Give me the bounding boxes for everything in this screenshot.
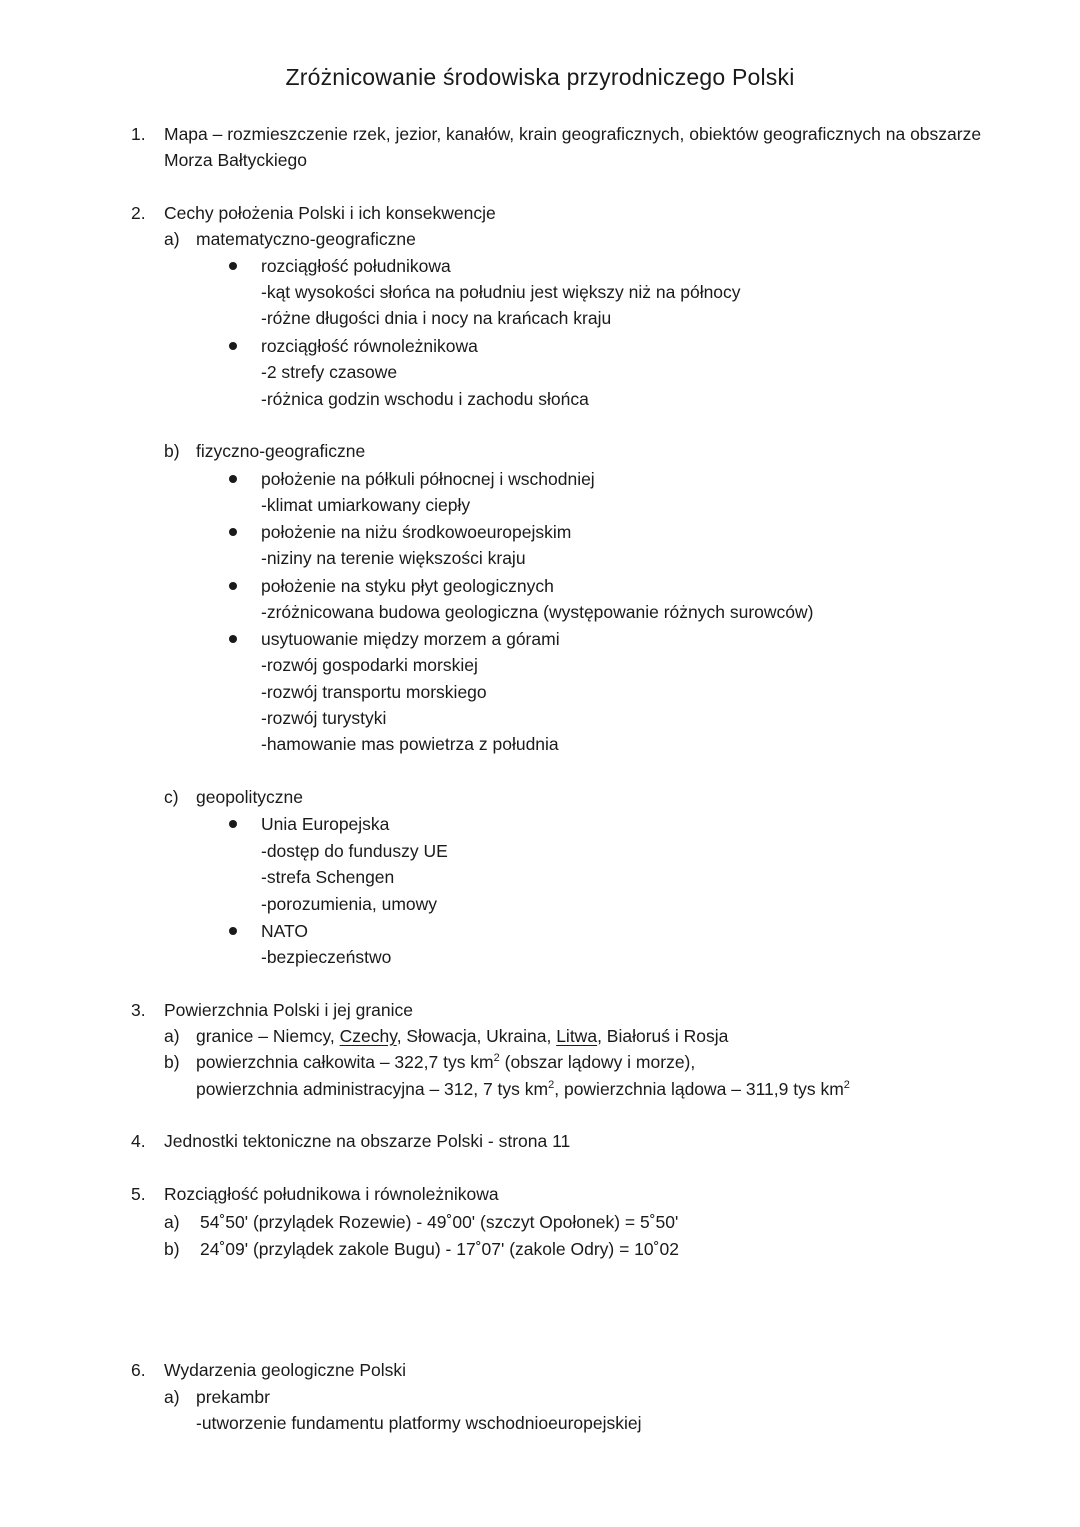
bullet-icon	[229, 582, 237, 590]
list-item: rozciągłość południkowa	[261, 256, 451, 276]
section-3a-label: a)	[164, 1026, 180, 1046]
list-subitem: -bezpieczeństwo	[261, 947, 392, 967]
section-3b-text-cont	[196, 1076, 850, 1102]
bullet-icon	[229, 528, 237, 536]
superscript: 2	[843, 1079, 850, 1091]
section-2b-text: fizyczno-geograficzne	[196, 441, 366, 461]
area-text: (obszar lądowy i morze),	[499, 1052, 696, 1072]
list-subitem: -zróżnicowana budowa geologiczna (występowanie różnych surowców)	[261, 602, 814, 622]
section-5-heading: Rozciągłość południkowa i równoleżnikowa	[164, 1184, 499, 1204]
underlined-country: Litwa	[556, 1026, 598, 1046]
list-subitem: -rozwój gospodarki morskiej	[261, 655, 478, 675]
area-text: , powierzchnia lądowa – 311,9 tys km	[554, 1079, 844, 1099]
list-subitem: -kąt wysokości słońca na południu jest większy niż na północy	[261, 282, 741, 302]
section-3a-text	[196, 1023, 728, 1049]
section-6-heading: Wydarzenia geologiczne Polski	[164, 1360, 407, 1380]
underlined-country: Czechy	[339, 1026, 397, 1046]
bullet-icon	[229, 342, 237, 350]
section-4-text: Jednostki tektoniczne na obszarze Polski - strona 11	[164, 1131, 571, 1151]
section-5a-label: a)	[164, 1212, 180, 1232]
list-item: rozciągłość równoleżnikowa	[261, 336, 478, 356]
list-item: NATO	[261, 921, 308, 941]
list-subitem: -niziny na terenie większości kraju	[261, 548, 526, 568]
list-subitem: -dostęp do funduszy UE	[261, 841, 448, 861]
list-subitem: -rozwój turystyki	[261, 708, 387, 728]
section-2a-text: matematyczno-geograficzne	[196, 229, 416, 249]
section-1-number: 1.	[131, 124, 146, 144]
section-2-number: 2.	[131, 203, 146, 223]
list-subitem: -hamowanie mas powietrza z południa	[261, 734, 559, 754]
list-subitem: -różne długości dnia i nocy na krańcach kraju	[261, 308, 612, 328]
superscript: 2	[548, 1079, 555, 1091]
list-subitem: -strefa Schengen	[261, 867, 395, 887]
superscript: 2	[493, 1052, 500, 1064]
bullet-icon	[229, 262, 237, 270]
area-text: powierzchnia całkowita – 322,7 tys km	[196, 1052, 494, 1072]
section-5b-label: b)	[164, 1239, 180, 1259]
borders-text: , Białoruś i Rosja	[597, 1026, 729, 1046]
bullet-icon	[229, 475, 237, 483]
borders-text: , Słowacja, Ukraina,	[396, 1026, 557, 1046]
list-item: położenie na półkuli północnej i wschodniej	[261, 469, 595, 489]
section-4-number: 4.	[131, 1131, 146, 1151]
bullet-icon	[229, 927, 237, 935]
section-2c-text: geopolityczne	[196, 787, 304, 807]
page-title: Zróżnicowanie środowiska przyrodniczego Polski	[285, 64, 795, 90]
list-subitem: -rozwój transportu morskiego	[261, 682, 487, 702]
section-6-number: 6.	[131, 1360, 146, 1380]
area-text: powierzchnia administracyjna – 312, 7 tys km	[196, 1079, 549, 1099]
list-item: położenie na styku płyt geologicznych	[261, 576, 554, 596]
bullet-icon	[229, 635, 237, 643]
section-5b-text: 24˚09' (przylądek zakole Bugu) - 17˚07' (zakole Odry) = 10˚02	[200, 1239, 679, 1259]
section-6a-subitem: -utworzenie fundamentu platformy wschodnioeuropejskiej	[196, 1413, 642, 1433]
section-3b-text	[196, 1049, 695, 1075]
section-1-text: Mapa – rozmieszczenie rzek, jezior, kanałów, krain geograficznych, obiektów geograficznych na obszarze	[164, 124, 982, 144]
section-3b-label: b)	[164, 1052, 180, 1072]
section-6a-label: a)	[164, 1387, 180, 1407]
list-subitem: -różnica godzin wschodu i zachodu słońca	[261, 389, 589, 409]
section-5-number: 5.	[131, 1184, 146, 1204]
list-item: położenie na niżu środkowoeuropejskim	[261, 522, 572, 542]
section-2b-label: b)	[164, 441, 180, 461]
section-2c-label: c)	[164, 787, 179, 807]
section-2-heading: Cechy położenia Polski i ich konsekwencje	[164, 203, 496, 223]
list-item: usytuowanie między morzem a górami	[261, 629, 560, 649]
section-1-text-cont: Morza Bałtyckiego	[164, 150, 307, 170]
list-subitem: -2 strefy czasowe	[261, 362, 398, 382]
section-6a-text: prekambr	[196, 1387, 270, 1407]
list-subitem: -klimat umiarkowany ciepły	[261, 495, 471, 515]
list-subitem: -porozumienia, umowy	[261, 894, 438, 914]
bullet-icon	[229, 820, 237, 828]
list-item: Unia Europejska	[261, 814, 390, 834]
section-3-heading: Powierzchnia Polski i jej granice	[164, 1000, 413, 1020]
section-2a-label: a)	[164, 229, 180, 249]
section-5a-text: 54˚50' (przylądek Rozewie) - 49˚00' (szczyt Opołonek) = 5˚50'	[200, 1212, 679, 1232]
borders-text: granice – Niemcy,	[196, 1026, 340, 1046]
section-3-number: 3.	[131, 1000, 146, 1020]
